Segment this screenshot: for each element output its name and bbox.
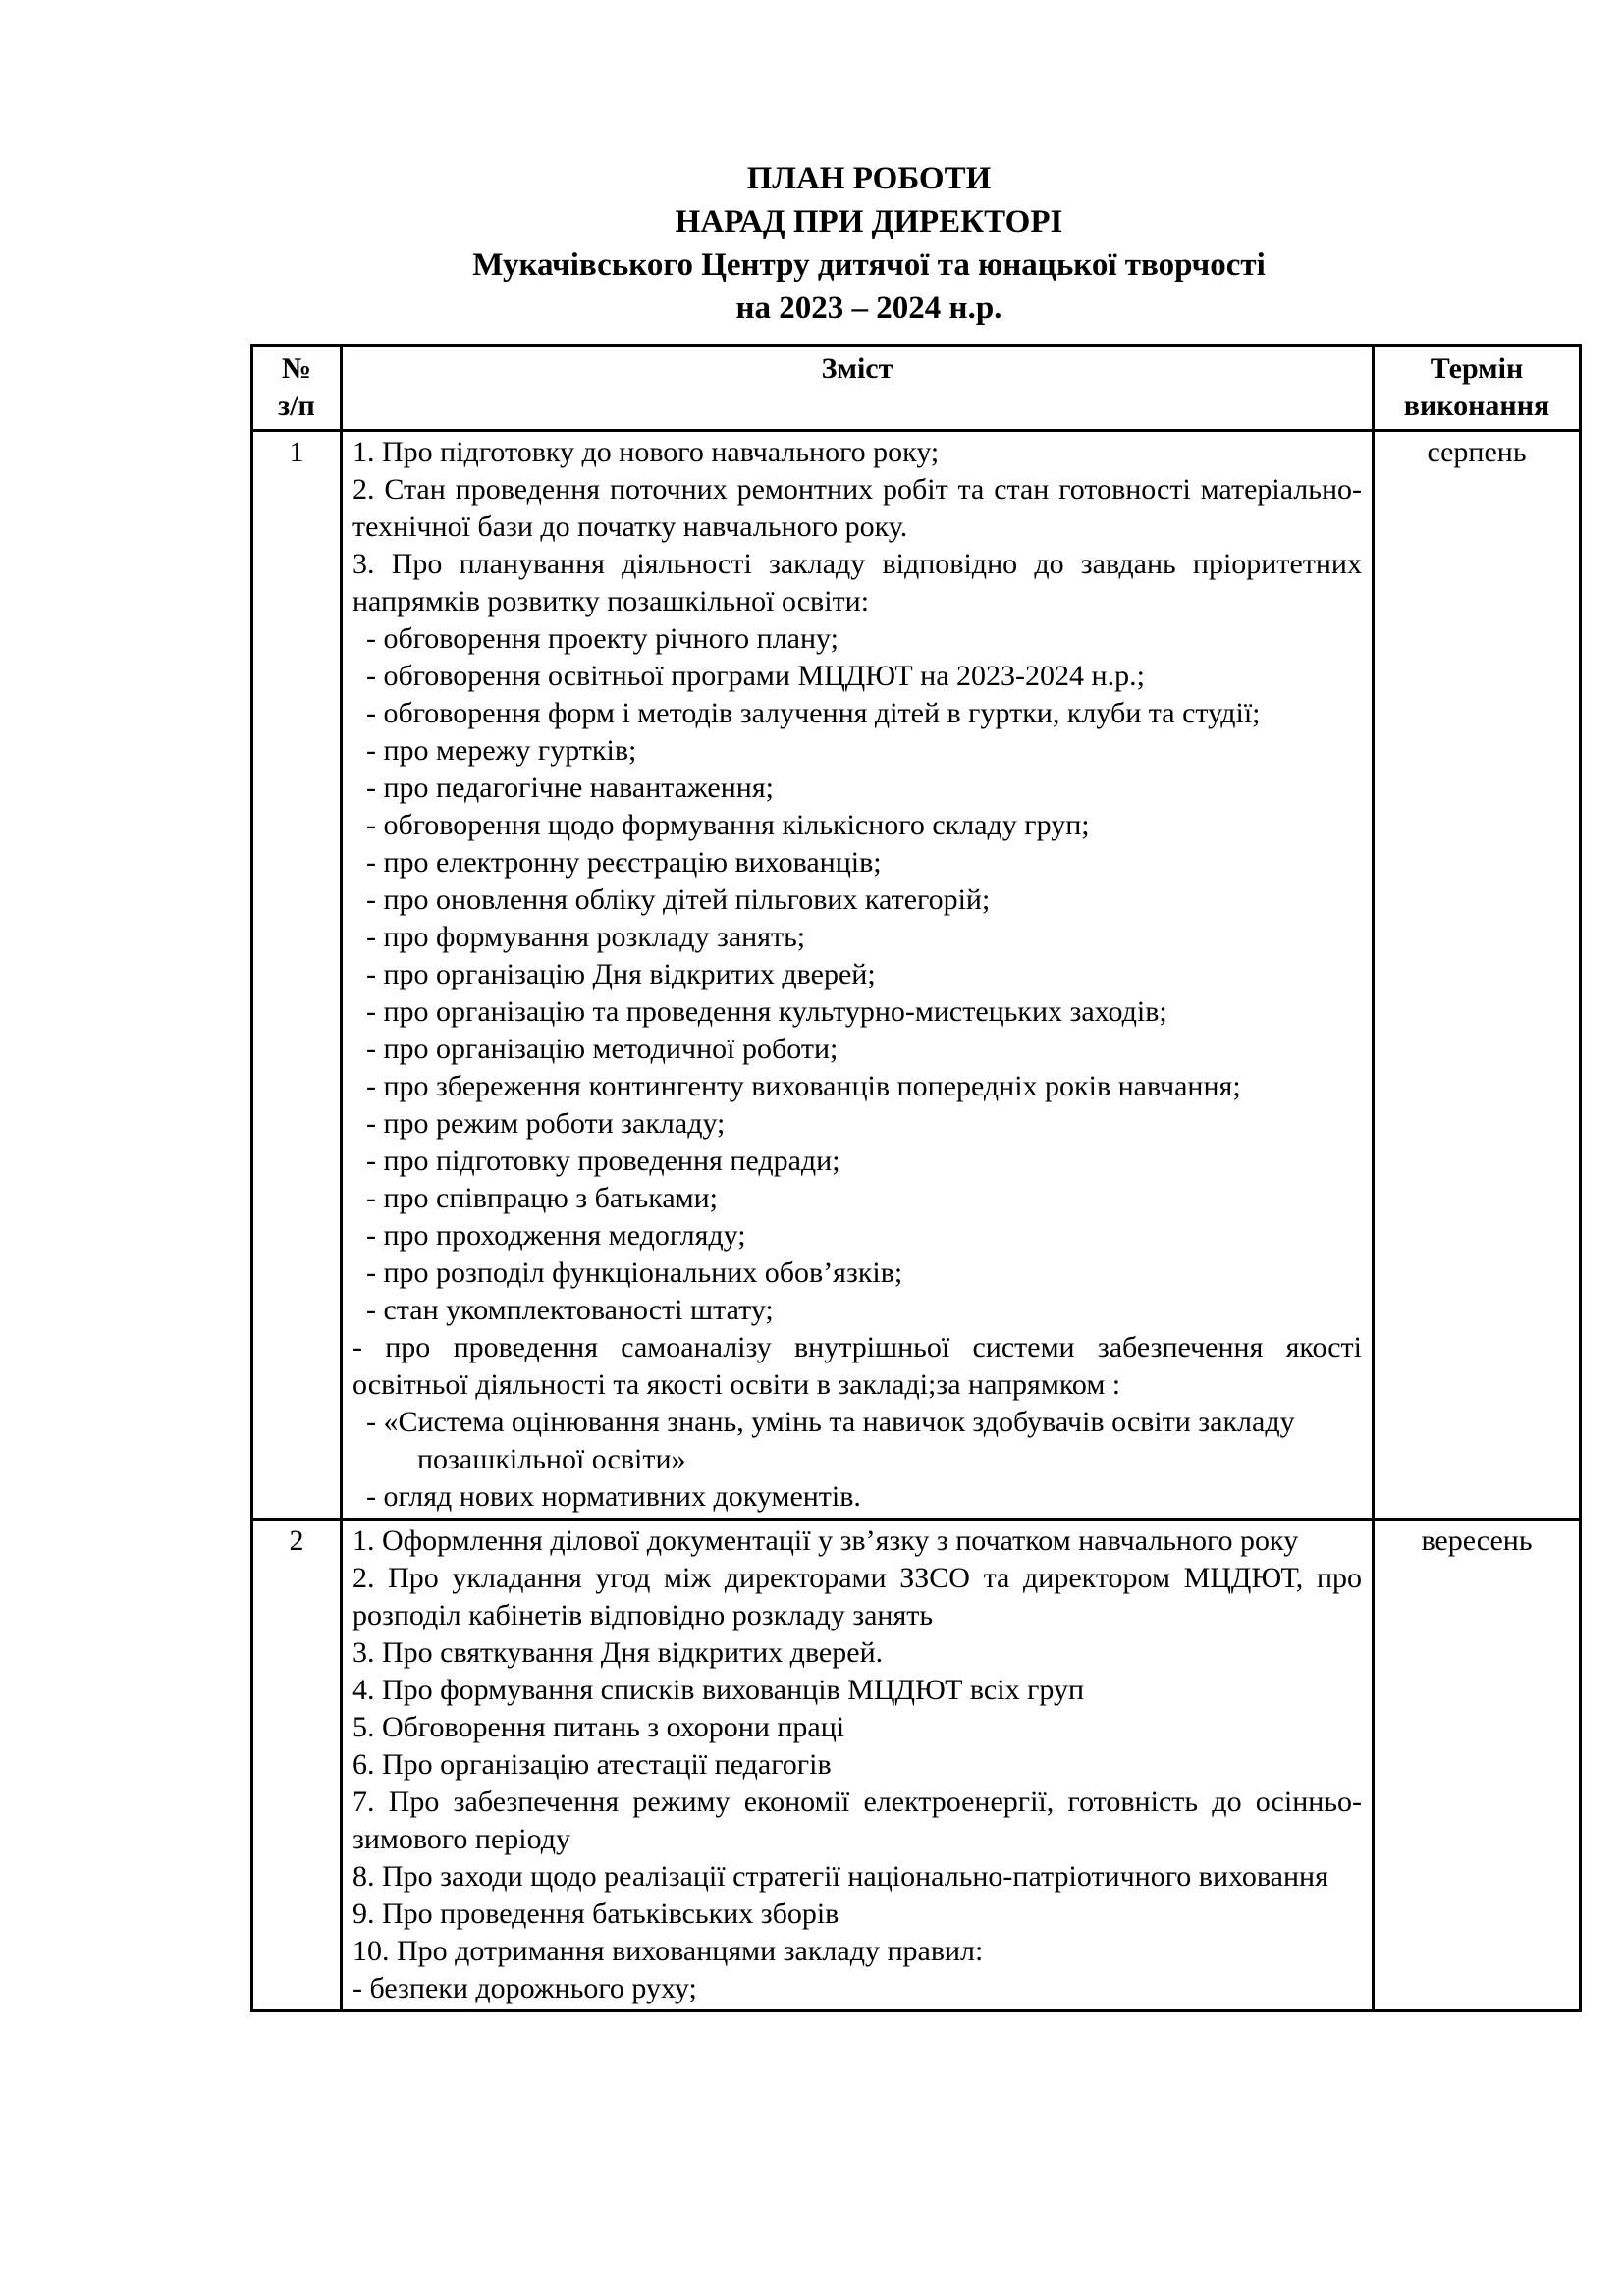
agenda-subitem: - про організацію та проведення культурно-мистецьких заходів; bbox=[366, 995, 1167, 1028]
header-term-line2: виконання bbox=[1403, 390, 1550, 422]
agenda-subitem: - про електронну реєстрацію вихованців; bbox=[366, 846, 882, 879]
plan-table-body bbox=[252, 431, 1581, 2011]
plan-table-header bbox=[252, 346, 1581, 431]
agenda-subitem: - обговорення освітньої програми МЦДЮТ на 2023-2024 н.р.; bbox=[366, 660, 1145, 692]
agenda-subitem: - стан укомплектованості штату; bbox=[366, 1294, 774, 1326]
header-term-line1: Термін bbox=[1430, 352, 1524, 385]
agenda-item: 2. Про укладання угод між директорами ЗЗСО та директором МЦДЮТ, про розподіл кабінетів відповідно розкладу занять bbox=[352, 1562, 1362, 1631]
header-cell-content: Зміст bbox=[342, 346, 1374, 431]
agenda-item: 10. Про дотримання вихованцями закладу правил: bbox=[352, 1935, 984, 1967]
header-row bbox=[252, 346, 1581, 431]
agenda-subitem: - про формування розкладу занять; bbox=[366, 921, 806, 953]
agenda-subitem: - про оновлення обліку дітей пільгових категорій; bbox=[366, 883, 991, 916]
agenda-subitem: - про мережу гуртків; bbox=[366, 734, 637, 767]
agenda-item: 8. Про заходи щодо реалізації стратегії національно-патріотичного виховання bbox=[352, 1860, 1328, 1893]
agenda-subitem: - «Система оцінювання знань, умінь та навичок здобувачів освіти закладу позашкільної освіти» bbox=[366, 1406, 1295, 1475]
header-cell-term bbox=[1374, 346, 1581, 431]
agenda-subitem: - про організацію методичної роботи; bbox=[366, 1033, 839, 1065]
agenda-subitem: - про підготовку проведення педради; bbox=[366, 1145, 840, 1177]
row-content bbox=[342, 431, 1374, 1520]
agenda-item: 3. Про святкування Дня відкритих дверей. bbox=[352, 1636, 884, 1669]
header-number-line1: № bbox=[281, 352, 312, 385]
agenda-item: 5. Обговорення питань з охорони праці bbox=[352, 1711, 845, 1743]
header-number-line2: з/п bbox=[278, 390, 315, 422]
agenda-item: 3. Про планування діяльності закладу відповідно до завдань пріоритетних напрямків розвитку позашкільної освіти: bbox=[352, 548, 1362, 617]
row-number: 1 bbox=[252, 431, 342, 1520]
agenda-item: 2. Стан проведення поточних ремонтних робіт та стан готовності матеріально-технічної бази до початку навчального року. bbox=[352, 473, 1362, 543]
row-content bbox=[342, 1520, 1374, 2011]
header-cell-number bbox=[252, 346, 342, 431]
agenda-subitem: - безпеки дорожнього руху; bbox=[352, 1972, 697, 2004]
agenda-subitem: - про педагогічне навантаження; bbox=[366, 772, 774, 804]
agenda-item: 1. Про підготовку до нового навчального року; bbox=[352, 436, 940, 468]
row-number: 2 bbox=[252, 1520, 342, 2011]
agenda-subitem: - про збереження контингенту вихованців попередніх років навчання; bbox=[366, 1070, 1241, 1102]
agenda-subitem: - огляд нових нормативних документів. bbox=[366, 1480, 861, 1513]
agenda-subitem: - про проходження медогляду; bbox=[366, 1219, 746, 1252]
agenda-item: 4. Про формування списків вихованців МЦДЮТ всіх груп bbox=[352, 1674, 1085, 1706]
agenda-subitem: - обговорення проекту річного плану; bbox=[366, 622, 839, 655]
table-row bbox=[252, 431, 1581, 1520]
table-row bbox=[252, 1520, 1581, 2011]
plan-table bbox=[250, 344, 1582, 2012]
row-term: серпень bbox=[1374, 431, 1581, 1520]
agenda-item: 9. Про проведення батьківських зборів bbox=[352, 1897, 839, 1930]
agenda-subitem: - про проведення самоаналізу внутрішньої системи забезпечення якості освітньої діяльності та якості освіти в закладі;за напрямком : bbox=[352, 1331, 1362, 1401]
agenda-subitem: - про розподіл функціональних обов’язків; bbox=[366, 1256, 903, 1289]
agenda-subitem: - обговорення форм і методів залучення дітей в гуртки, клуби та студії; bbox=[366, 697, 1261, 729]
title-line-3: Мукачівського Центру дитячої та юнацької творчості bbox=[472, 247, 1266, 283]
agenda-subitem: - про співпрацю з батьками; bbox=[366, 1182, 719, 1214]
title-line-4: на 2023 – 2024 н.р. bbox=[735, 291, 1002, 326]
document-title bbox=[221, 0, 1517, 330]
title-line-1: ПЛАН РОБОТИ bbox=[746, 161, 992, 196]
agenda-subitem: - про організацію Дня відкритих дверей; bbox=[366, 958, 876, 990]
agenda-item: 1. Оформлення ділової документації у зв’язку з початком навчального року bbox=[352, 1524, 1299, 1557]
title-line-2: НАРАД ПРИ ДИРЕКТОРІ bbox=[675, 204, 1063, 240]
agenda-item: 6. Про організацію атестації педагогів bbox=[352, 1748, 832, 1781]
row-term: вересень bbox=[1374, 1520, 1581, 2011]
agenda-item: 7. Про забезпечення режиму економії електроенергії, готовність до осінньо-зимового періоду bbox=[352, 1786, 1362, 1855]
agenda-subitem: - про режим роботи закладу; bbox=[366, 1107, 726, 1140]
agenda-subitem: - обговорення щодо формування кількісного складу груп; bbox=[366, 809, 1090, 841]
